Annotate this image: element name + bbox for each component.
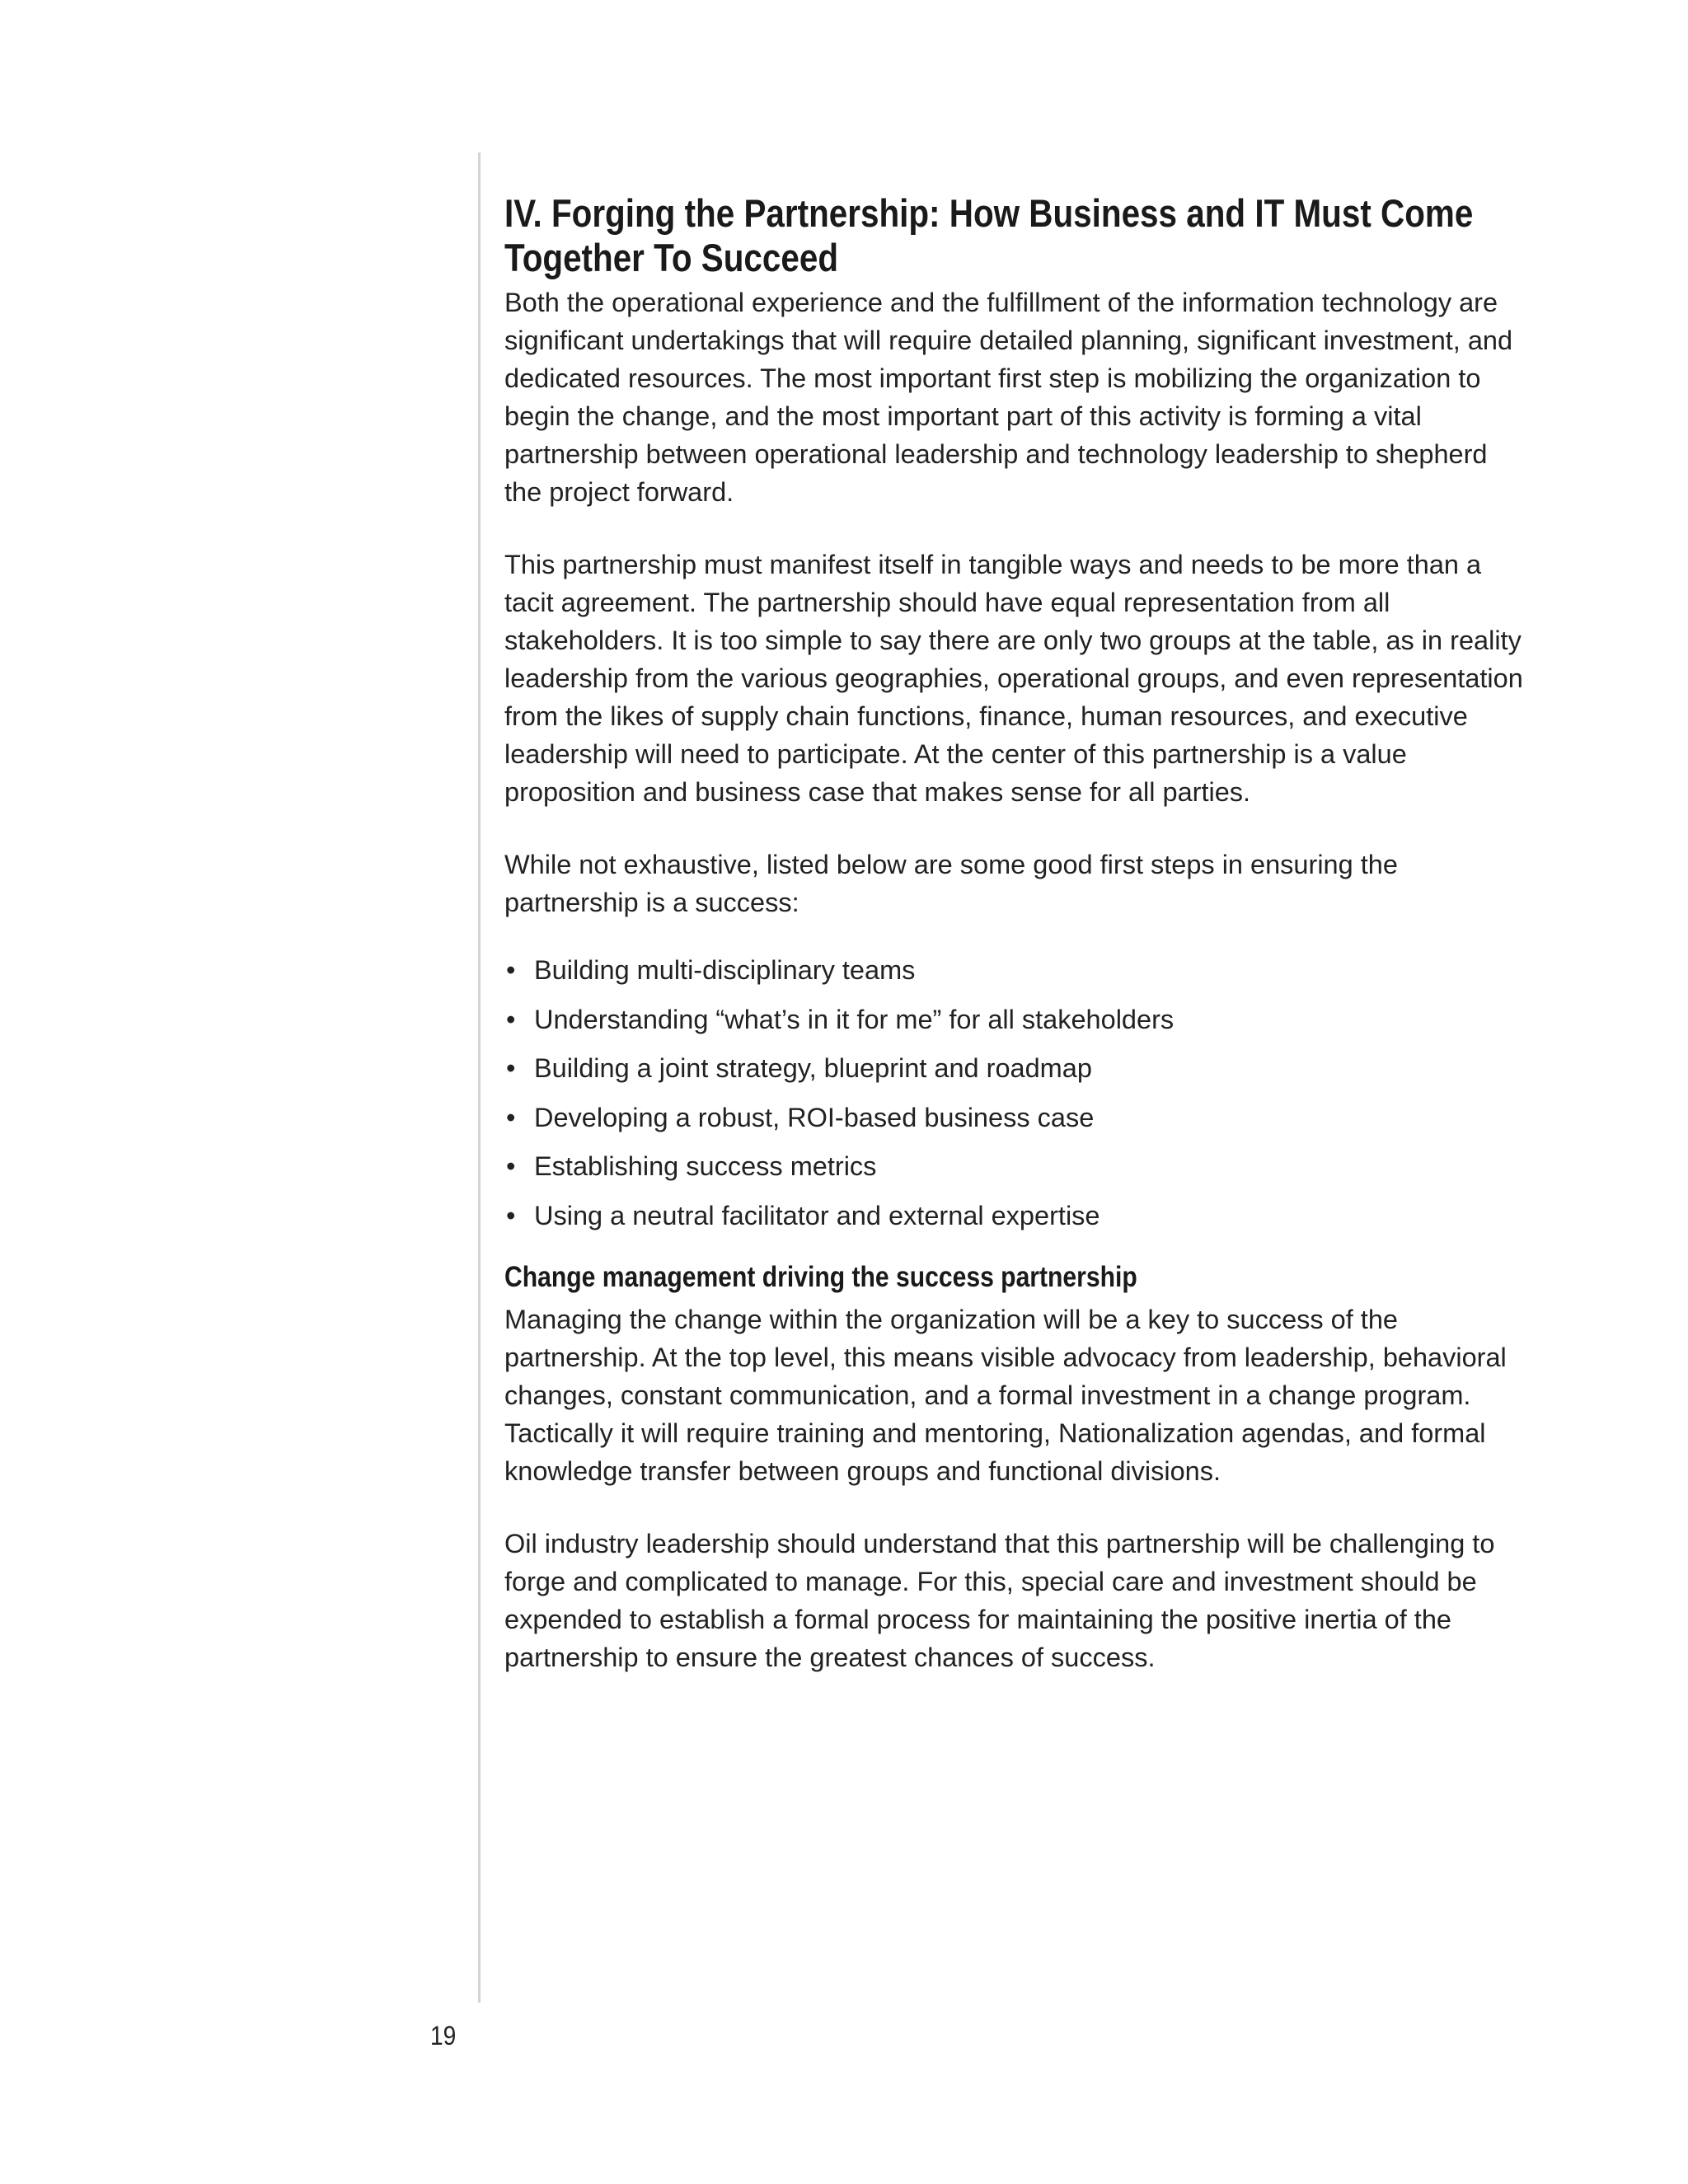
list-item (504, 1147, 1531, 1185)
bullet-icon: • (506, 1004, 516, 1034)
page-number: 19 (430, 2021, 457, 2050)
list-item-text: Building multi-disciplinary teams (534, 955, 916, 985)
list-item (504, 1049, 1531, 1087)
list-item-text: Establishing success metrics (534, 1151, 877, 1182)
bullet-icon: • (506, 1200, 516, 1230)
bullet-icon: • (506, 1102, 516, 1132)
section-title: IV. Forging the Partnership: How Business and IT Must Come Together To Succeed (504, 191, 1474, 279)
page-content (504, 191, 1531, 1676)
section-paragraph-2: This partnership must manifest itself in tangible ways and needs to be more than a tacit agreement. The partnership should have equal representation from all stakeholders. It is too simple to say there are only two groups at the table, as in reality leadership from the various geographies, operational groups, and even representation from the likes of supply chain functions, finance, human resources, and executive leadership will need to participate. At the center of this partnership is a value proposition and business case that makes sense for all parties. (504, 550, 1523, 807)
list-item (504, 1197, 1531, 1235)
bullet-icon: • (506, 1151, 516, 1182)
list-item (504, 951, 1531, 989)
list-item-text: Using a neutral facilitator and external expertise (534, 1200, 1100, 1230)
margin-rule (478, 152, 481, 2003)
list-item-text: Understanding “what’s in it for me” for all stakeholders (534, 1004, 1175, 1034)
bullet-icon: • (506, 955, 516, 985)
list-item (504, 1099, 1531, 1137)
bullet-icon: • (506, 1053, 516, 1084)
section-paragraph-3: While not exhaustive, listed below are some good first steps in ensuring the partnership is a success: (504, 850, 1398, 917)
list-item (504, 1001, 1531, 1038)
subsection-paragraph-2: Oil industry leadership should understand that this partnership will be challenging to forge and complicated to manage. For this, special care and investment should be expended to establish a formal process for maintaining the positive inertia of the partnership to ensure the greatest chances of success. (504, 1528, 1495, 1672)
section-paragraph-1: Both the operational experience and the fulfillment of the information technology are significant undertakings that will require detailed planning, significant investment, and dedicated resources. The most important first step is mobilizing the organization to begin the change, and the most important part of this activity is forming a vital partnership between operational leadership and technology leadership to shepherd the project forward. (504, 288, 1513, 507)
subsection-title: Change management driving the success partnership (504, 1260, 1137, 1293)
subsection-paragraph-1: Managing the change within the organization will be a key to success of the partnership. At the top level, this means visible advocacy from leadership, behavioral changes, constant communication, and a formal investment in a change program. Tactically it will require training and mentoring, Nationalization agendas, and formal knowledge transfer between groups and functional divisions. (504, 1304, 1507, 1486)
first-steps-list (504, 951, 1531, 1235)
list-item-text: Developing a robust, ROI-based business case (534, 1102, 1095, 1132)
list-item-text: Building a joint strategy, blueprint and roadmap (534, 1053, 1092, 1084)
